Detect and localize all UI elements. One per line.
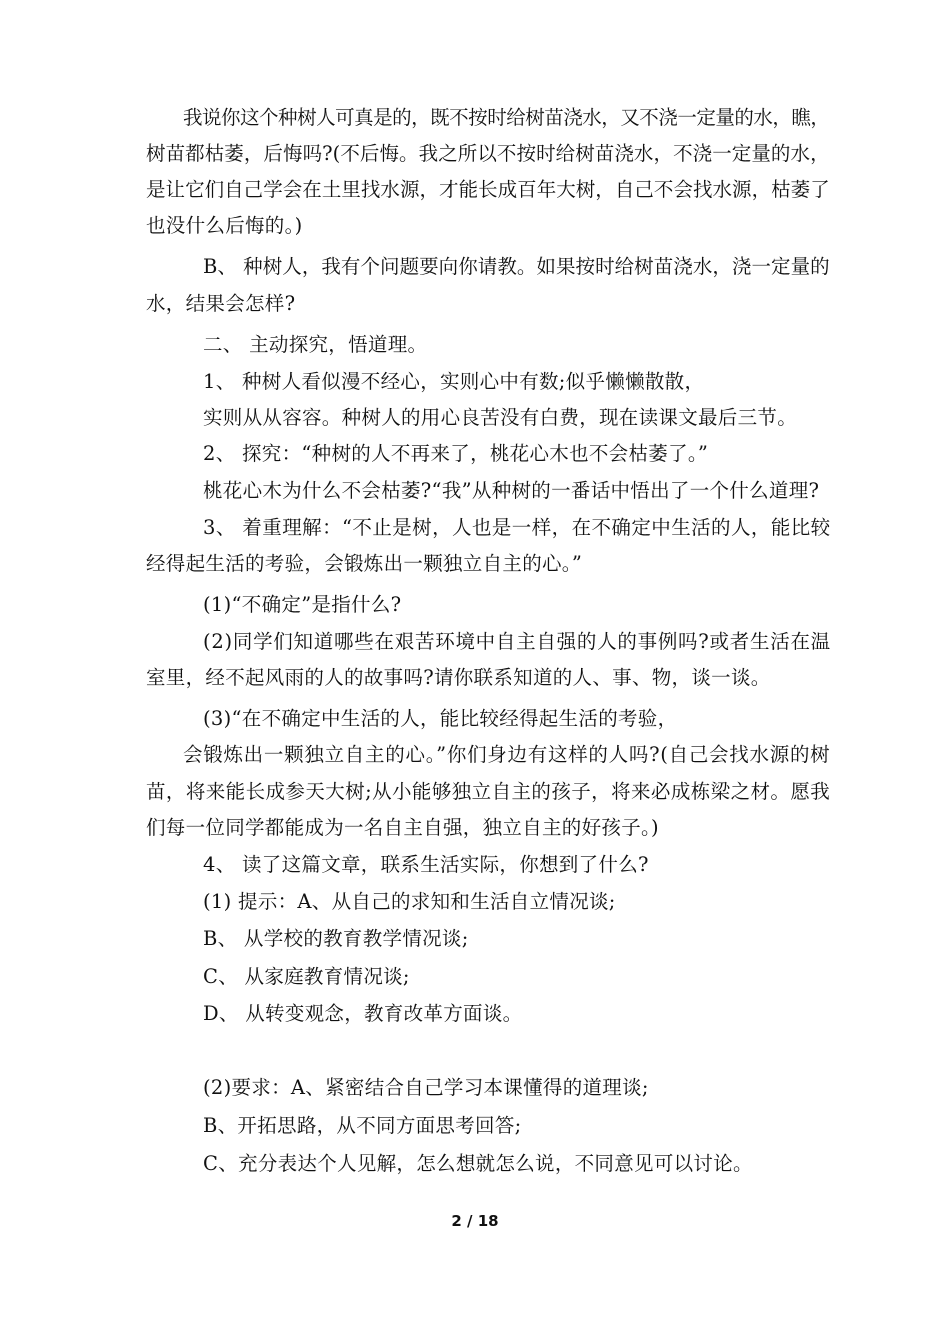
paragraph-line: 们每一位同学都能成为一名自主自强，独立自主的好孩子。) [146, 816, 659, 839]
paragraph-line: 3、 着重理解：“不止是树，人也是一样，在不确定中生活的人，能比较 [203, 516, 831, 539]
paragraph-line: 4、 读了这篇文章，联系生活实际，你想到了什么? [203, 853, 649, 876]
paragraph-line: (1)“不确定”是指什么? [203, 593, 402, 616]
paragraph-line: 苗，将来能长成参天大树;从小能够独立自主的孩子，将来必成栋梁之材。愿我 [146, 780, 831, 803]
section-heading: 二、 主动探究，悟道理。 [203, 333, 428, 356]
paragraph-line: 我说你这个种树人可真是的，既不按时给树苗浇水，又不浇一定量的水，瞧， [183, 106, 830, 129]
paragraph-line: 树苗都枯萎，后悔吗?(不后悔。我之所以不按时给树苗浇水，不浇一定量的水， [146, 142, 830, 165]
list-item: B、开拓思路，从不同方面思考回答; [203, 1114, 522, 1137]
list-item: D、 从转变观念，教育改革方面谈。 [203, 1002, 523, 1025]
list-item: B、 从学校的教育教学情况谈; [203, 927, 469, 950]
list-item: C、充分表达个人见解，怎么想就怎么说，不同意见可以讨论。 [203, 1152, 753, 1175]
paragraph-line: 是让它们自己学会在土里找水源，才能长成百年大树，自己不会找水源，枯萎了 [146, 178, 830, 201]
paragraph-line: 经得起生活的考验，会锻炼出一颗独立自主的心。” [146, 552, 583, 575]
paragraph-line: B、 种树人，我有个问题要向你请教。如果按时给树苗浇水，浇一定量的 [203, 255, 830, 278]
paragraph-line: 实则从从容容。种树人的用心良苦没有白费，现在读课文最后三节。 [203, 406, 798, 429]
list-item: (2)要求：A、紧密结合自己学习本课懂得的道理谈; [203, 1076, 649, 1099]
list-item: C、 从家庭教育情况谈; [203, 965, 410, 988]
paragraph-line: 水，结果会怎样? [146, 292, 296, 315]
page-number: 2 / 18 [451, 1212, 499, 1230]
paragraph-line: 桃花心木为什么不会枯萎?“我”从种树的一番话中悟出了一个什么道理? [203, 479, 820, 502]
paragraph-line: (2)同学们知道哪些在艰苦环境中自主自强的人的事例吗?或者生活在温 [203, 630, 831, 653]
paragraph-line: 2、 探究：“种树的人不再来了，桃花心木也不会枯萎了。” [203, 442, 709, 465]
paragraph-line: (3)“在不确定中生活的人，能比较经得起生活的考验， [203, 707, 678, 730]
paragraph-line: 1、 种树人看似漫不经心，实则心中有数;似乎懒懒散散， [203, 370, 705, 393]
list-item: (1) 提示：A、从自己的求知和生活自立情况谈; [203, 890, 616, 913]
paragraph-line: 会锻炼出一颗独立自主的心。”你们身边有这样的人吗?(自己会找水源的树 [183, 743, 831, 766]
paragraph-line: 也没什么后悔的。) [146, 214, 303, 237]
paragraph-line: 室里，经不起风雨的人的故事吗?请你联系知道的人、事、物，谈一谈。 [146, 666, 771, 689]
